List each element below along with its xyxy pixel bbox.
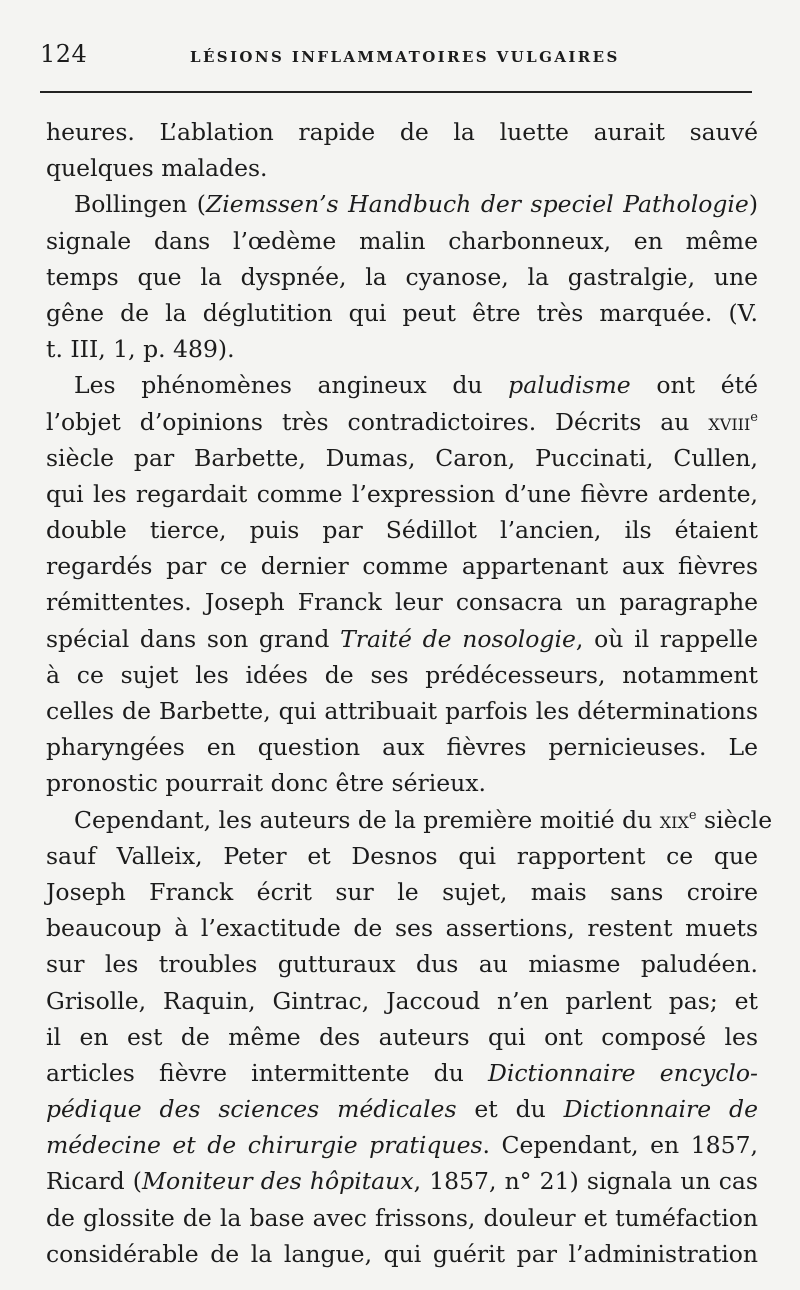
text-line — [46, 440, 758, 476]
text-line — [46, 657, 758, 693]
text-line — [46, 729, 758, 765]
body-text — [46, 114, 773, 1272]
text-segment: il en est de même des auteurs qui ont composé les — [46, 1022, 758, 1051]
text-segment: celles de Barbette, qui attribuait parfois les déterminations — [46, 697, 758, 725]
text-line — [46, 1163, 758, 1199]
text-segment: siècle — [696, 805, 773, 834]
text-segment: pharyngées en question aux fièvres pernicieuses. Le — [46, 733, 758, 762]
text-segment: quelques malades. — [46, 154, 268, 183]
text-segment: xix — [659, 805, 689, 834]
text-line — [46, 186, 758, 222]
text-segment: , où il rappelle — [575, 624, 758, 653]
page-number: 124 — [40, 40, 88, 68]
text-segment: e — [750, 409, 758, 425]
text-line — [46, 331, 758, 367]
running-title: LÉSIONS INFLAMMATOIRES VULGAIRES — [190, 48, 620, 66]
text-segment: pronostic pourrait donc être sérieux. — [46, 769, 486, 798]
italic-segment: paludisme — [508, 371, 631, 400]
italic-segment: médecine et de chirurgie pratiques — [46, 1131, 483, 1160]
text-segment: siècle par Barbette, Dumas, Caron, Puccinati, Cullen, — [46, 443, 758, 472]
text-line — [46, 512, 758, 548]
text-segment: Bollingen ( — [74, 190, 206, 219]
text-line — [46, 295, 758, 331]
text-segment: Cependant, les auteurs de la première moitié du — [74, 805, 660, 834]
text-segment: sauf Valleix, Peter et Desnos qui rapportent ce que — [46, 841, 758, 870]
italic-segment: Dictionnaire encyclo- — [488, 1058, 758, 1087]
text-segment: heures. L’ablation rapide de la luette aurait sauvé — [46, 118, 758, 146]
text-segment: rémittentes. Joseph Franck leur consacra un paragraphe — [46, 588, 758, 617]
text-segment: qui les regardait comme l’expression d’une fièvre ardente, — [46, 479, 758, 508]
text-line — [46, 838, 758, 874]
text-line — [46, 802, 773, 838]
text-segment: ont été — [630, 371, 758, 400]
text-segment: articles fièvre intermittente du — [46, 1058, 489, 1087]
text-line — [46, 404, 758, 440]
text-line — [46, 1200, 758, 1236]
text-segment: double tierce, puis par Sédillot l’ancien, ils étaient — [46, 516, 758, 545]
text-segment: temps que la dyspnée, la cyanose, la gastralgie, une — [46, 262, 758, 291]
text-line — [46, 1019, 758, 1055]
text-segment: t. III, 1, p. 489). — [46, 335, 235, 364]
text-line — [46, 693, 758, 729]
page-header — [40, 40, 760, 76]
text-segment: à ce sujet les idées de ses prédécesseurs, notamment — [46, 660, 758, 689]
text-line — [46, 621, 758, 657]
text-line — [46, 910, 758, 946]
text-line — [46, 1127, 758, 1163]
text-segment: Les phénomènes angineux du — [74, 371, 509, 400]
text-segment: signale dans l’œdème malin charbonneux, en même — [46, 226, 758, 255]
text-line — [46, 259, 758, 295]
text-line — [46, 983, 758, 1019]
text-segment: Ricard ( — [46, 1167, 142, 1196]
text-line — [46, 223, 758, 259]
text-segment: ) — [748, 190, 758, 219]
text-line — [46, 946, 758, 982]
italic-segment: Ziemssen’s Handbuch der speciel Pathologie — [205, 190, 749, 219]
text-segment: Joseph Franck écrit sur le sujet, mais sans croire — [46, 877, 758, 906]
header-rule — [40, 91, 752, 93]
text-line — [46, 548, 758, 584]
text-segment: xviii — [708, 407, 751, 436]
text-segment: de glossite de la base avec frissons, douleur et tuméfaction — [46, 1203, 758, 1232]
text-line — [46, 584, 758, 620]
italic-segment: Traité de nosologie — [340, 624, 576, 653]
text-segment: gêne de la déglutition qui peut être très marquée. (V. — [46, 298, 758, 327]
text-line — [46, 476, 758, 512]
text-segment: e — [688, 807, 697, 823]
italic-segment: Moniteur des hôpitaux — [141, 1167, 414, 1196]
text-segment: et du — [456, 1095, 564, 1124]
text-line — [46, 150, 758, 186]
italic-segment: Dictionnaire de — [563, 1095, 758, 1124]
text-segment: beaucoup à l’exactitude de ses assertions, restent muets — [46, 914, 758, 943]
text-segment: sur les troubles gutturaux dus au miasme paludéen. — [46, 950, 758, 979]
text-segment: . Cependant, en 1857, — [482, 1131, 758, 1160]
text-line — [46, 874, 758, 910]
text-segment: Grisolle, Raquin, Gintrac, Jaccoud n’en parlent pas; et — [46, 986, 758, 1015]
text-line — [46, 1055, 758, 1091]
text-segment: regardés par ce dernier comme appartenant aux fièvres — [46, 552, 758, 581]
text-line — [46, 1091, 758, 1127]
italic-segment: pédique des sciences médicales — [46, 1095, 457, 1124]
text-line — [46, 765, 758, 801]
text-segment: l’objet d’opinions très contradictoires. Décrits au — [46, 407, 709, 436]
text-segment: , 1857, n° 21) signala un cas — [413, 1167, 758, 1196]
text-segment: considérable de la langue, qui guérit par l’administration — [46, 1239, 758, 1268]
text-line — [46, 114, 758, 150]
text-line — [46, 367, 758, 403]
text-segment: spécial dans son grand — [46, 624, 341, 653]
text-line — [46, 1236, 758, 1272]
